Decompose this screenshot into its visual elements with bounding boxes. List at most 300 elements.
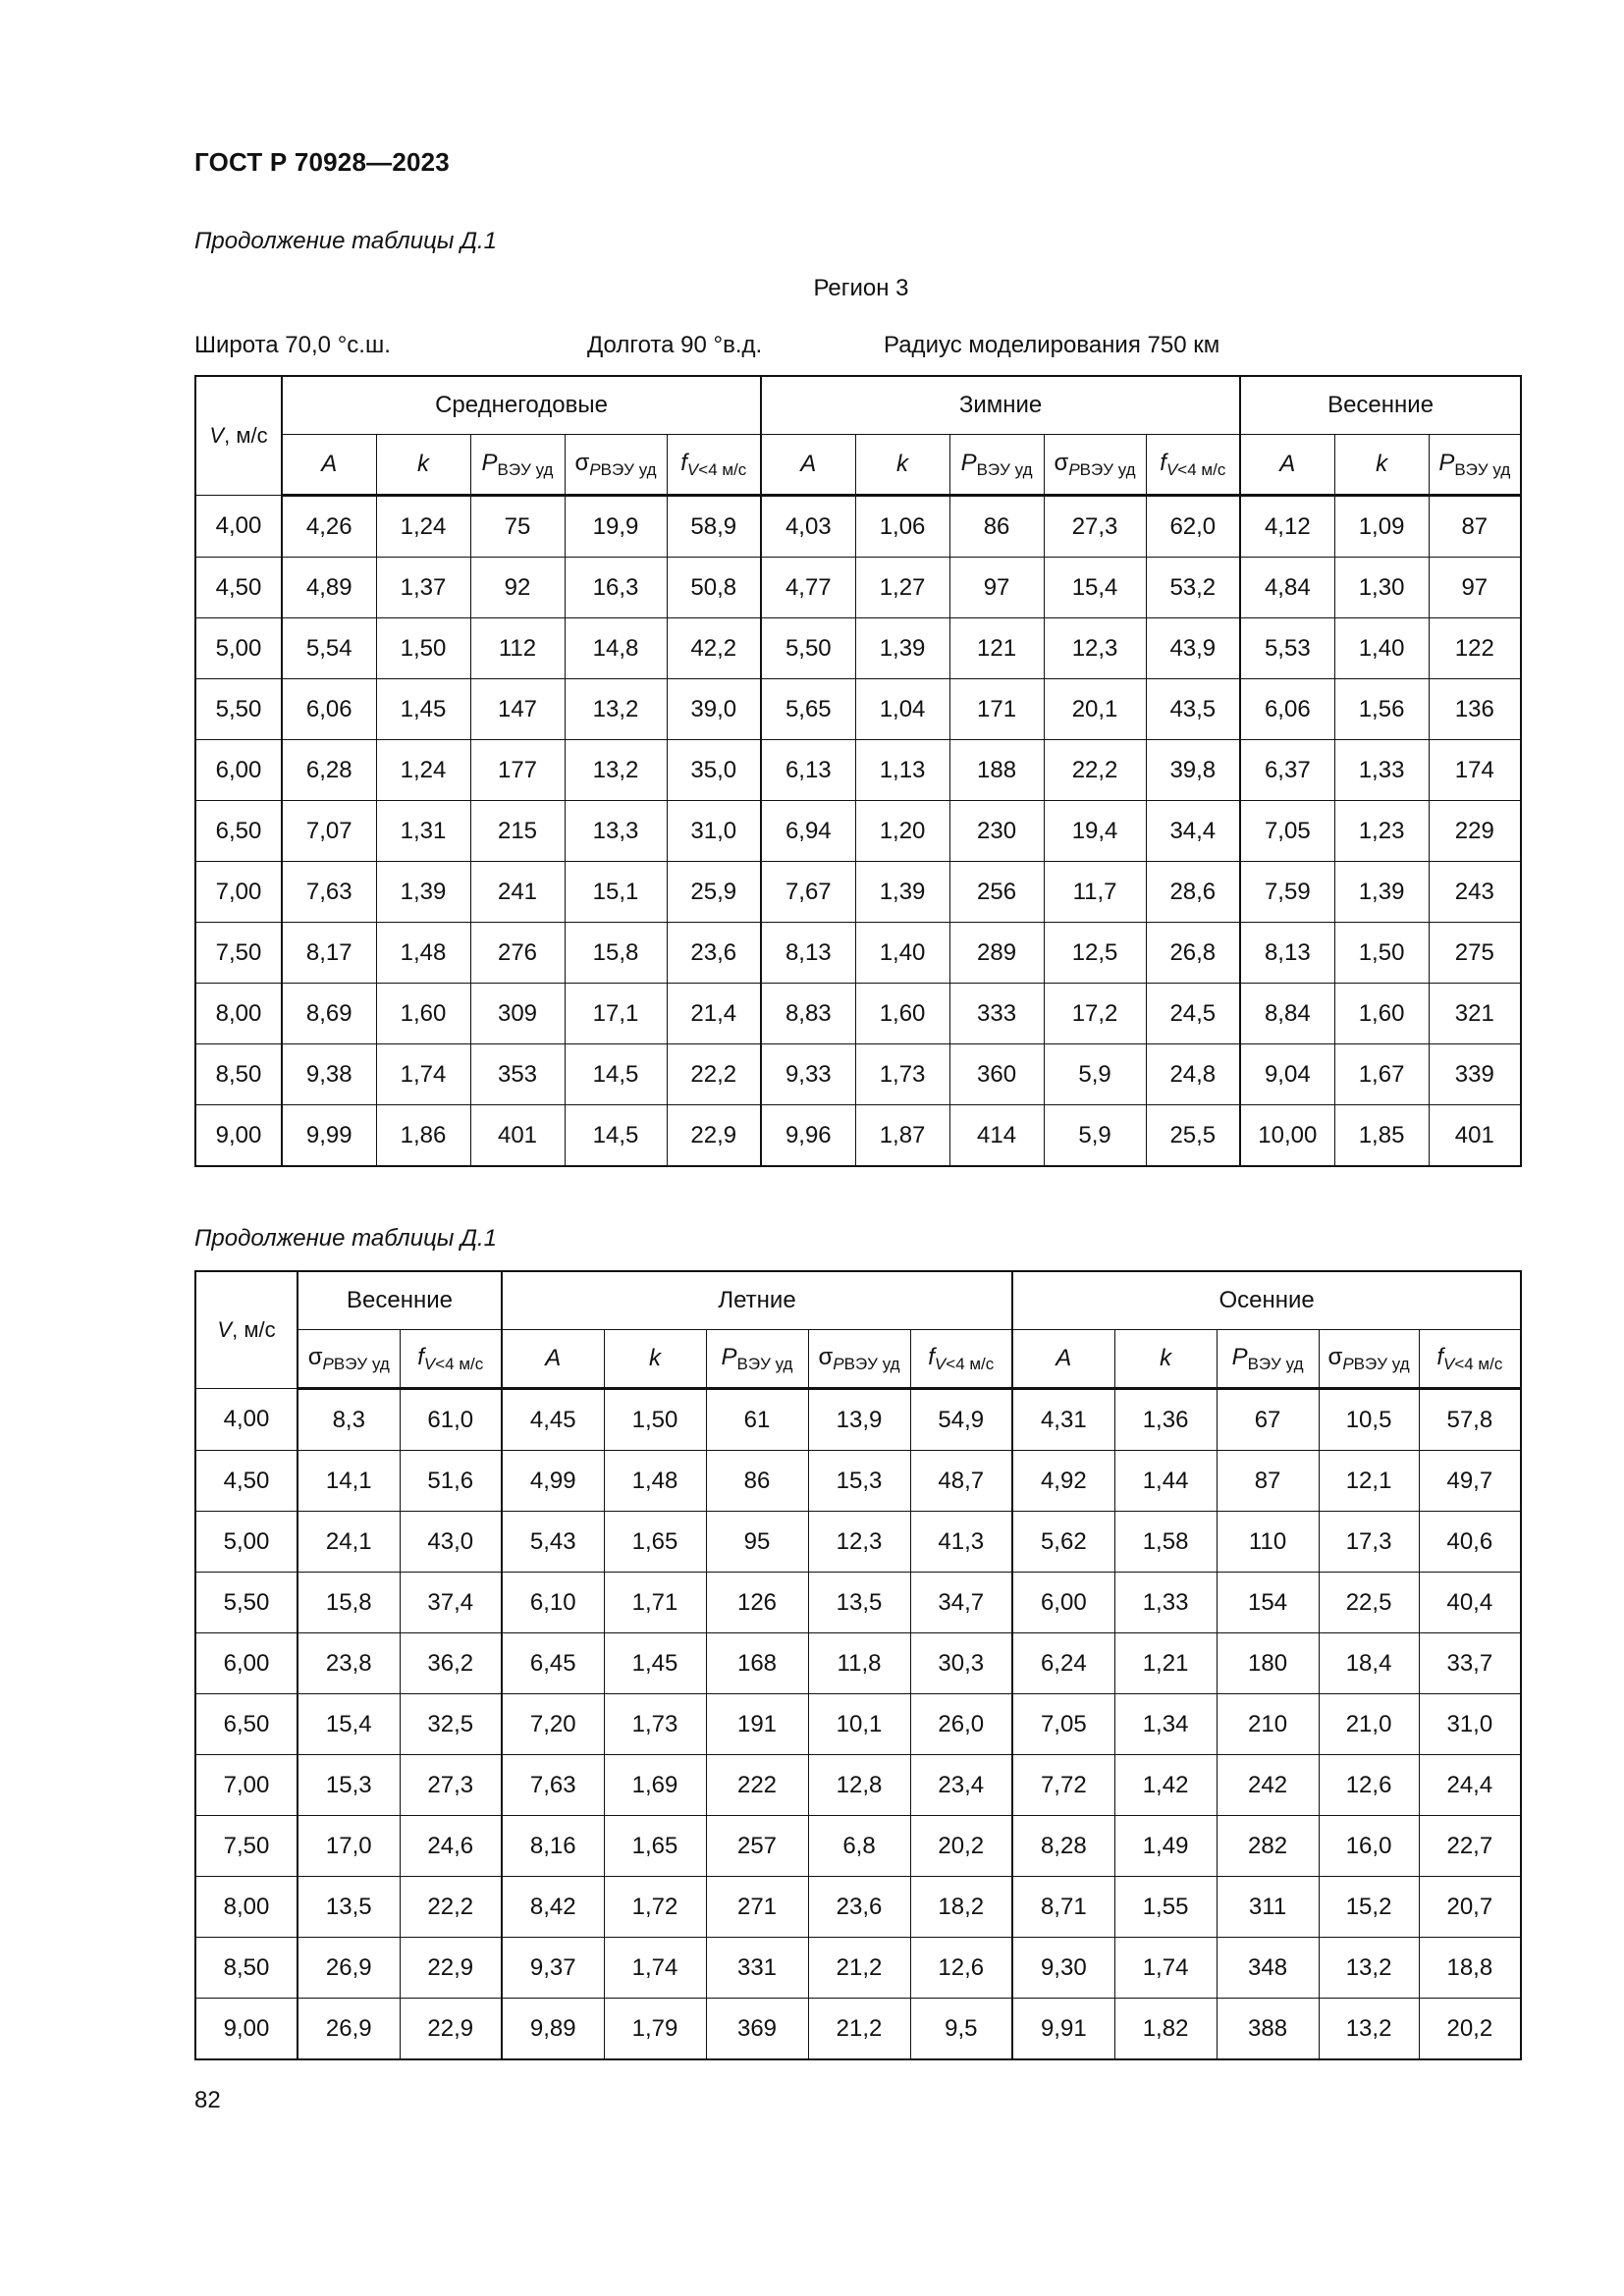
- table-cell: 171: [949, 679, 1044, 740]
- table-cell: 21,2: [808, 1999, 910, 2060]
- table-cell: 5,43: [502, 1512, 604, 1573]
- table-cell: 1,72: [604, 1877, 706, 1938]
- table-cell: 1,60: [855, 984, 949, 1044]
- table-cell: 16,0: [1319, 1816, 1419, 1877]
- table-cell: 147: [470, 679, 565, 740]
- table-cell: 6,24: [1012, 1633, 1114, 1694]
- table-cell: 215: [470, 801, 565, 862]
- table-row: [195, 1877, 1521, 1938]
- table-cell: 11,7: [1044, 862, 1146, 923]
- table-cell: 369: [706, 1999, 808, 2060]
- table-cell: 122: [1429, 618, 1521, 679]
- table-cell: 12,8: [808, 1755, 910, 1816]
- wind-speed-cell: 4,50: [195, 558, 282, 618]
- table-cell: 401: [1429, 1105, 1521, 1167]
- table-cell: 43,9: [1146, 618, 1240, 679]
- table-cell: 24,8: [1146, 1044, 1240, 1105]
- subcolumn-header: A: [1012, 1330, 1114, 1389]
- latitude-label: Широта 70,0 °с.ш.: [194, 332, 391, 358]
- table-cell: 18,4: [1319, 1633, 1419, 1694]
- table-cell: 229: [1429, 801, 1521, 862]
- wind-speed-cell: 8,50: [195, 1938, 298, 1999]
- table-cell: 1,33: [1334, 740, 1429, 801]
- table-cell: 57,8: [1419, 1389, 1521, 1451]
- table-cell: 23,6: [667, 923, 761, 984]
- table-body: [195, 1389, 1521, 2060]
- table-cell: 20,7: [1419, 1877, 1521, 1938]
- table-cell: 8,13: [1240, 923, 1334, 984]
- table-cell: 5,50: [761, 618, 855, 679]
- table-cell: 1,24: [376, 496, 470, 558]
- table-cell: 311: [1217, 1877, 1319, 1938]
- table-cell: 51,6: [400, 1451, 502, 1512]
- wind-speed-cell: 8,50: [195, 1044, 282, 1105]
- table-cell: 126: [706, 1573, 808, 1633]
- group-header-row: [195, 1271, 1521, 1330]
- table-cell: 1,48: [376, 923, 470, 984]
- table-row: [195, 1044, 1521, 1105]
- subcolumn-header: $\sigma_{PВЭУ уд}$: [1044, 435, 1146, 496]
- subcolumn-header: $f_{V<4 м/с}$: [1146, 435, 1240, 496]
- table-cell: 7,05: [1012, 1694, 1114, 1755]
- table-cell: 9,38: [282, 1044, 376, 1105]
- document-code: ГОСТ Р 70928—2023: [194, 147, 450, 177]
- table-cell: 1,58: [1114, 1512, 1217, 1573]
- table-cell: 5,62: [1012, 1512, 1114, 1573]
- table-cell: 37,4: [400, 1573, 502, 1633]
- table-cell: 1,39: [1334, 862, 1429, 923]
- table-cell: 1,39: [855, 862, 949, 923]
- table-continuation-caption-2: Продолжение таблицы Д.1: [194, 1225, 498, 1252]
- table-cell: 275: [1429, 923, 1521, 984]
- table-cell: 230: [949, 801, 1044, 862]
- table-cell: 8,13: [761, 923, 855, 984]
- table-cell: 1,55: [1114, 1877, 1217, 1938]
- table-cell: 22,9: [400, 1999, 502, 2060]
- wind-speed-cell: 5,50: [195, 1573, 298, 1633]
- table-cell: 1,40: [855, 923, 949, 984]
- table-cell: 12,6: [910, 1938, 1012, 1999]
- wind-speed-cell: 4,00: [195, 496, 282, 558]
- table-cell: 1,85: [1334, 1105, 1429, 1167]
- table-cell: 17,3: [1319, 1512, 1419, 1573]
- table-cell: 92: [470, 558, 565, 618]
- table-cell: 30,3: [910, 1633, 1012, 1694]
- table-row: [195, 1389, 1521, 1451]
- table-cell: 97: [1429, 558, 1521, 618]
- table-cell: 1,09: [1334, 496, 1429, 558]
- table-cell: 9,89: [502, 1999, 604, 2060]
- table-cell: 188: [949, 740, 1044, 801]
- table-cell: 5,9: [1044, 1044, 1146, 1105]
- table-cell: 12,3: [808, 1512, 910, 1573]
- table-cell: 339: [1429, 1044, 1521, 1105]
- table-cell: 1,65: [604, 1816, 706, 1877]
- table-cell: 11,8: [808, 1633, 910, 1694]
- subcolumn-header: $P_{ВЭУ уд}$: [1217, 1330, 1319, 1389]
- wind-speed-cell: 5,50: [195, 679, 282, 740]
- wind-speed-cell: 6,00: [195, 740, 282, 801]
- subcolumn-header: $P_{ВЭУ уд}$: [706, 1330, 808, 1389]
- table-cell: 13,2: [565, 740, 667, 801]
- table-cell: 4,12: [1240, 496, 1334, 558]
- table-cell: 86: [706, 1451, 808, 1512]
- table-cell: 282: [1217, 1816, 1319, 1877]
- subcolumn-header: $f_{V<4 м/с}$: [1419, 1330, 1521, 1389]
- subcolumn-header: A: [1240, 435, 1334, 496]
- subcolumn-header: $\sigma_{PВЭУ уд}$: [808, 1330, 910, 1389]
- subcolumn-header-row: [195, 1330, 1521, 1389]
- table-cell: 22,2: [1044, 740, 1146, 801]
- table-cell: 6,00: [1012, 1573, 1114, 1633]
- subcolumn-header: A: [761, 435, 855, 496]
- table-cell: 27,3: [400, 1755, 502, 1816]
- table-cell: 241: [470, 862, 565, 923]
- table-cell: 31,0: [1419, 1694, 1521, 1755]
- table-cell: 13,5: [298, 1877, 400, 1938]
- table-cell: 6,06: [282, 679, 376, 740]
- table-cell: 41,3: [910, 1512, 1012, 1573]
- table-cell: 1,23: [1334, 801, 1429, 862]
- table-cell: 1,50: [604, 1389, 706, 1451]
- table-row: [195, 679, 1521, 740]
- table-cell: 10,5: [1319, 1389, 1419, 1451]
- table-row: [195, 984, 1521, 1044]
- table-cell: 24,5: [1146, 984, 1240, 1044]
- subcolumn-header: A: [282, 435, 376, 496]
- table-cell: 1,74: [1114, 1938, 1217, 1999]
- table-cell: 23,6: [808, 1877, 910, 1938]
- table-cell: 271: [706, 1877, 808, 1938]
- table-cell: 9,5: [910, 1999, 1012, 2060]
- table-cell: 168: [706, 1633, 808, 1694]
- table-cell: 26,0: [910, 1694, 1012, 1755]
- table-cell: 22,9: [400, 1938, 502, 1999]
- table-cell: 4,03: [761, 496, 855, 558]
- table-cell: 191: [706, 1694, 808, 1755]
- table-cell: 19,9: [565, 496, 667, 558]
- table-header: [195, 1271, 1521, 1389]
- table-cell: 87: [1217, 1451, 1319, 1512]
- table-cell: 1,06: [855, 496, 949, 558]
- table-cell: 32,5: [400, 1694, 502, 1755]
- table-cell: 6,8: [808, 1816, 910, 1877]
- wind-speed-cell: 8,00: [195, 984, 282, 1044]
- table-cell: 15,1: [565, 862, 667, 923]
- table-cell: 1,20: [855, 801, 949, 862]
- wind-speed-cell: 5,00: [195, 1512, 298, 1573]
- table-cell: 8,84: [1240, 984, 1334, 1044]
- table-cell: 15,3: [298, 1755, 400, 1816]
- table-cell: 33,7: [1419, 1633, 1521, 1694]
- table-cell: 95: [706, 1512, 808, 1573]
- table-cell: 27,3: [1044, 496, 1146, 558]
- table-cell: 7,20: [502, 1694, 604, 1755]
- table-cell: 1,73: [855, 1044, 949, 1105]
- wind-data-table-1: [194, 375, 1522, 1167]
- table-cell: 26,9: [298, 1938, 400, 1999]
- table-cell: 7,59: [1240, 862, 1334, 923]
- table-cell: 14,5: [565, 1105, 667, 1167]
- table-cell: 1,34: [1114, 1694, 1217, 1755]
- group-header: Весенние: [1240, 376, 1521, 435]
- table-cell: 1,27: [855, 558, 949, 618]
- table-cell: 414: [949, 1105, 1044, 1167]
- table-cell: 1,49: [1114, 1816, 1217, 1877]
- table-cell: 17,1: [565, 984, 667, 1044]
- table-cell: 242: [1217, 1755, 1319, 1816]
- table-cell: 8,42: [502, 1877, 604, 1938]
- table-cell: 1,82: [1114, 1999, 1217, 2060]
- table-cell: 401: [470, 1105, 565, 1167]
- table-cell: 1,45: [376, 679, 470, 740]
- table-cell: 8,17: [282, 923, 376, 984]
- table-cell: 15,4: [298, 1694, 400, 1755]
- table-cell: 348: [1217, 1938, 1319, 1999]
- table-cell: 6,13: [761, 740, 855, 801]
- table-cell: 22,2: [400, 1877, 502, 1938]
- table-cell: 15,8: [565, 923, 667, 984]
- table-cell: 1,86: [376, 1105, 470, 1167]
- table-cell: 12,5: [1044, 923, 1146, 984]
- table-cell: 15,4: [1044, 558, 1146, 618]
- table-cell: 1,31: [376, 801, 470, 862]
- table-cell: 4,84: [1240, 558, 1334, 618]
- table-cell: 22,7: [1419, 1816, 1521, 1877]
- group-header: Осенние: [1012, 1271, 1521, 1330]
- wind-speed-cell: 8,00: [195, 1877, 298, 1938]
- table-cell: 50,8: [667, 558, 761, 618]
- table-cell: 210: [1217, 1694, 1319, 1755]
- table-cell: 9,91: [1012, 1999, 1114, 2060]
- table-cell: 1,37: [376, 558, 470, 618]
- wind-speed-cell: 4,50: [195, 1451, 298, 1512]
- table-cell: 21,0: [1319, 1694, 1419, 1755]
- table-cell: 10,00: [1240, 1105, 1334, 1167]
- table-row: [195, 1633, 1521, 1694]
- table-cell: 136: [1429, 679, 1521, 740]
- wind-data-table-2: [194, 1270, 1522, 2060]
- table-cell: 4,31: [1012, 1389, 1114, 1451]
- v-column-header: V, м/с: [195, 376, 282, 496]
- table-cell: 1,24: [376, 740, 470, 801]
- table-cell: 9,33: [761, 1044, 855, 1105]
- table-row: [195, 558, 1521, 618]
- table-cell: 13,5: [808, 1573, 910, 1633]
- wind-speed-cell: 7,50: [195, 1816, 298, 1877]
- wind-speed-cell: 9,00: [195, 1105, 282, 1167]
- subcolumn-header: $f_{V<4 м/с}$: [910, 1330, 1012, 1389]
- table-row: [195, 923, 1521, 984]
- table-cell: 25,9: [667, 862, 761, 923]
- wind-speed-cell: 5,00: [195, 618, 282, 679]
- table-cell: 97: [949, 558, 1044, 618]
- table-cell: 360: [949, 1044, 1044, 1105]
- table-cell: 222: [706, 1755, 808, 1816]
- table-cell: 353: [470, 1044, 565, 1105]
- table-cell: 8,69: [282, 984, 376, 1044]
- table-cell: 58,9: [667, 496, 761, 558]
- table-cell: 6,37: [1240, 740, 1334, 801]
- table-cell: 13,9: [808, 1389, 910, 1451]
- table-row: [195, 1755, 1521, 1816]
- radius-label: Радиус моделирования 750 км: [884, 332, 1220, 358]
- subcolumn-header: k: [855, 435, 949, 496]
- table-cell: 18,2: [910, 1877, 1012, 1938]
- table-cell: 15,3: [808, 1451, 910, 1512]
- table-row: [195, 862, 1521, 923]
- table-cell: 1,39: [855, 618, 949, 679]
- table-cell: 21,2: [808, 1938, 910, 1999]
- table-cell: 7,63: [502, 1755, 604, 1816]
- table-cell: 1,42: [1114, 1755, 1217, 1816]
- table-row: [195, 1451, 1521, 1512]
- table-cell: 1,50: [1334, 923, 1429, 984]
- wind-speed-cell: 7,50: [195, 923, 282, 984]
- table-cell: 16,3: [565, 558, 667, 618]
- table-cell: 67: [1217, 1389, 1319, 1451]
- table-cell: 1,45: [604, 1633, 706, 1694]
- table-cell: 5,65: [761, 679, 855, 740]
- table-cell: 112: [470, 618, 565, 679]
- table-cell: 14,5: [565, 1044, 667, 1105]
- table-row: [195, 1938, 1521, 1999]
- table-cell: 62,0: [1146, 496, 1240, 558]
- table-row: [195, 1694, 1521, 1755]
- table-cell: 1,44: [1114, 1451, 1217, 1512]
- group-header: Среднегодовые: [282, 376, 761, 435]
- table-cell: 21,4: [667, 984, 761, 1044]
- table-cell: 39,8: [1146, 740, 1240, 801]
- subcolumn-header: $P_{ВЭУ уд}$: [1429, 435, 1521, 496]
- wind-speed-cell: 9,00: [195, 1999, 298, 2060]
- group-header: Весенние: [298, 1271, 502, 1330]
- table-row: [195, 740, 1521, 801]
- table-cell: 110: [1217, 1512, 1319, 1573]
- table-cell: 20,2: [1419, 1999, 1521, 2060]
- table-row: [195, 1999, 1521, 2060]
- group-header: Зимние: [761, 376, 1240, 435]
- subcolumn-header: $f_{V<4 м/с}$: [400, 1330, 502, 1389]
- table-cell: 7,07: [282, 801, 376, 862]
- table-cell: 6,28: [282, 740, 376, 801]
- table-cell: 87: [1429, 496, 1521, 558]
- table-row: [195, 801, 1521, 862]
- table-cell: 12,1: [1319, 1451, 1419, 1512]
- table-cell: 12,3: [1044, 618, 1146, 679]
- wind-speed-cell: 7,00: [195, 1755, 298, 1816]
- table-cell: 4,92: [1012, 1451, 1114, 1512]
- table-cell: 6,94: [761, 801, 855, 862]
- subcolumn-header: $\sigma_{PВЭУ уд}$: [298, 1330, 400, 1389]
- table-cell: 24,4: [1419, 1755, 1521, 1816]
- table-cell: 8,83: [761, 984, 855, 1044]
- table-cell: 1,04: [855, 679, 949, 740]
- table-cell: 1,50: [376, 618, 470, 679]
- table-cell: 4,77: [761, 558, 855, 618]
- table-cell: 7,05: [1240, 801, 1334, 862]
- subcolumn-header-row: [195, 435, 1521, 496]
- table-cell: 20,2: [910, 1816, 1012, 1877]
- table-body: [195, 496, 1521, 1167]
- table-cell: 40,4: [1419, 1573, 1521, 1633]
- table-cell: 9,04: [1240, 1044, 1334, 1105]
- region-label: Регион 3: [813, 275, 909, 301]
- table-cell: 26,8: [1146, 923, 1240, 984]
- table-cell: 34,4: [1146, 801, 1240, 862]
- table-cell: 61,0: [400, 1389, 502, 1451]
- table-cell: 18,8: [1419, 1938, 1521, 1999]
- table-cell: 54,9: [910, 1389, 1012, 1451]
- table-cell: 174: [1429, 740, 1521, 801]
- table-cell: 331: [706, 1938, 808, 1999]
- table-cell: 243: [1429, 862, 1521, 923]
- table-cell: 5,53: [1240, 618, 1334, 679]
- table-cell: 4,45: [502, 1389, 604, 1451]
- table-cell: 1,33: [1114, 1573, 1217, 1633]
- table-cell: 61: [706, 1389, 808, 1451]
- table-cell: 14,8: [565, 618, 667, 679]
- table-cell: 276: [470, 923, 565, 984]
- table-cell: 13,2: [1319, 1938, 1419, 1999]
- table-cell: 86: [949, 496, 1044, 558]
- table-cell: 31,0: [667, 801, 761, 862]
- table-cell: 1,71: [604, 1573, 706, 1633]
- table-row: [195, 1512, 1521, 1573]
- table-row: [195, 618, 1521, 679]
- table-cell: 34,7: [910, 1573, 1012, 1633]
- table-cell: 39,0: [667, 679, 761, 740]
- table-cell: 9,99: [282, 1105, 376, 1167]
- table-cell: 1,69: [604, 1755, 706, 1816]
- table-continuation-caption: Продолжение таблицы Д.1: [194, 228, 498, 254]
- table-cell: 1,74: [604, 1938, 706, 1999]
- subcolumn-header: $\sigma_{PВЭУ уд}$: [565, 435, 667, 496]
- table-cell: 4,26: [282, 496, 376, 558]
- table-cell: 1,67: [1334, 1044, 1429, 1105]
- table-cell: 42,2: [667, 618, 761, 679]
- table-cell: 5,9: [1044, 1105, 1146, 1167]
- table-cell: 321: [1429, 984, 1521, 1044]
- table-cell: 22,2: [667, 1044, 761, 1105]
- table-cell: 388: [1217, 1999, 1319, 2060]
- table-cell: 1,39: [376, 862, 470, 923]
- table-cell: 7,63: [282, 862, 376, 923]
- v-column-header: V, м/с: [195, 1271, 298, 1389]
- table-cell: 1,30: [1334, 558, 1429, 618]
- table-cell: 8,71: [1012, 1877, 1114, 1938]
- table-cell: 22,9: [667, 1105, 761, 1167]
- table-cell: 23,4: [910, 1755, 1012, 1816]
- table-row: [195, 1105, 1521, 1167]
- subcolumn-header: $f_{V<4 м/с}$: [667, 435, 761, 496]
- table-cell: 7,72: [1012, 1755, 1114, 1816]
- table-cell: 23,8: [298, 1633, 400, 1694]
- table-cell: 13,2: [1319, 1999, 1419, 2060]
- table-cell: 17,2: [1044, 984, 1146, 1044]
- table-cell: 14,1: [298, 1451, 400, 1512]
- table-cell: 36,2: [400, 1633, 502, 1694]
- table-cell: 17,0: [298, 1816, 400, 1877]
- table-cell: 154: [1217, 1573, 1319, 1633]
- table-cell: 35,0: [667, 740, 761, 801]
- table-cell: 7,67: [761, 862, 855, 923]
- table-header: [195, 376, 1521, 496]
- table-cell: 333: [949, 984, 1044, 1044]
- subcolumn-header: $\sigma_{PВЭУ уд}$: [1319, 1330, 1419, 1389]
- table-cell: 15,8: [298, 1573, 400, 1633]
- table-cell: 1,13: [855, 740, 949, 801]
